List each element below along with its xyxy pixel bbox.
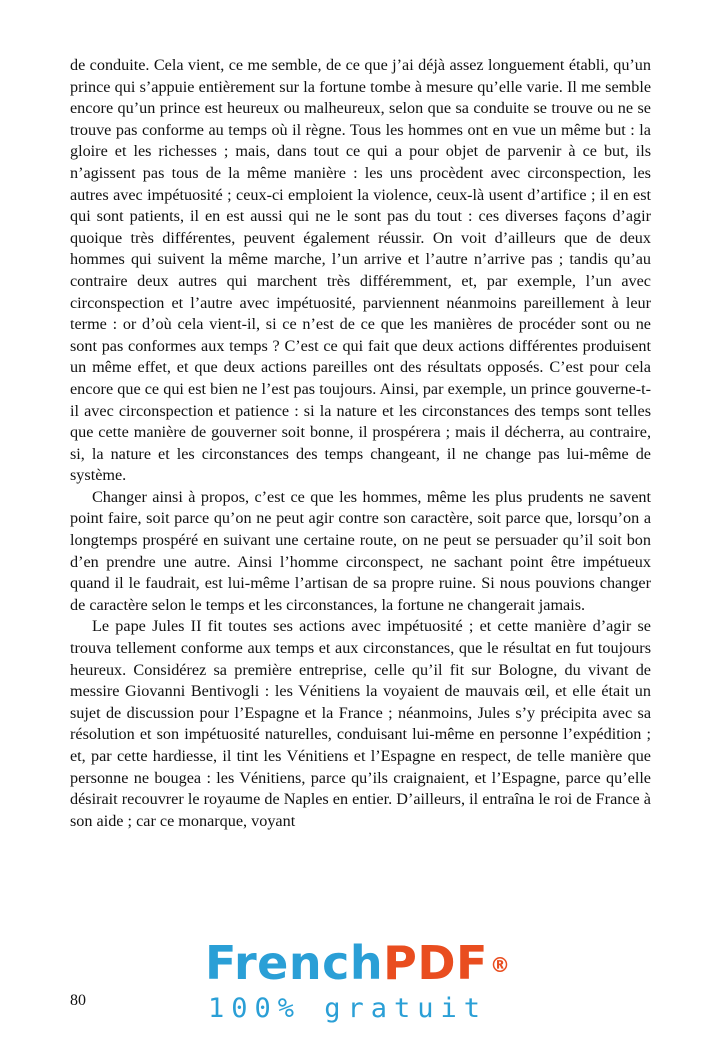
logo-brand-part2: PDF [383,936,488,990]
logo-tagline: 100% gratuit [208,993,488,1024]
logo-brand-part1: French [205,936,384,990]
page-number: 80 [70,992,86,1009]
body-text [70,55,651,832]
registered-mark-icon: ® [489,953,511,977]
logo-wordmark [205,935,510,991]
paragraph-2: Changer ainsi à propos, c’est ce que les hommes, même les plus prudents ne savent point faire, soit parce qu’on ne peut agir contre son caractère, soit parce que, lorsqu’on a longtemps prospéré en suivant une certaine route, on ne peut se persuader qu’il soit bon d’en prendre une autre. Ainsi l’homme circonspect, ne sachant point être impétueux quand il le faudrait, est lui-même l’artisan de sa propre ruine. Si nous pouvions changer de caractère selon le temps et les circonstances, la fortune ne changerait jamais. [70,487,651,614]
frenchpdf-watermark-logo [205,935,525,1035]
paragraph-3: Le pape Jules II fit toutes ses actions avec impétuosité ; et cette manière d’agir se trouva tellement conforme aux temps et aux circonstances, que le résultat en fut toujours heureux. Considérez sa première entreprise, celle qu’il fit sur Bologne, du vivant de messire Giovanni Bentivogli : les Vénitiens la voyaient de mauvais œil, et elle était un sujet de discussion pour l’Espagne et la France ; néanmoins, Jules s’y précipita avec sa résolution et son impétuosité naturelles, conduisant lui-même en personne l’expédition ; et, par cette hardiesse, il tint les Vénitiens et l’Espagne en respect, de telle manière que personne ne bougea : les Vénitiens, parce qu’ils craignaient, et l’Espagne, parce qu’elle désirait recouvrer le royaume de Naples en entier. D’ailleurs, il entraîna le roi de France à son aide ; car ce monarque, voyant [70,617,651,830]
paragraph-1: de conduite. Cela vient, ce me semble, de ce que j’ai déjà assez longuement établi, qu’un prince qui s’appuie entièrement sur la fortune tombe à mesure qu’elle varie. Il me semble encore qu’un prince est heureux ou malheureux, selon que sa conduite se trouve ou ne se trouve pas conforme au temps où il règne. Tous les hommes ont en vue un même but : la gloire et les richesses ; mais, dans tout ce qui a pour objet de parvenir à ce but, ils n’agissent pas tous de la même manière : les uns procèdent avec circonspection, les autres avec impétuosité ; ceux-ci emploient la violence, ceux-là usent d’artifice ; il en est qui sont patients, il en est aussi qui ne le sont pas du tout : ces diverses façons d’agir quoique très différentes, peuvent également réussir. On voit d’ailleurs que de deux hommes qui suivent la même marche, l’un arrive et l’autre n’arrive pas ; tandis qu’au contraire deux autres qui marchent très différemment, et, par exemple, l’un avec circonspection et l’autre avec impétuosité, parviennent néanmoins pareillement à leur terme : or d’où cela vient-il, si ce n’est de ce que les manières de procéder sont ou ne sont pas conformes aux temps ? C’est ce qui fait que deux actions différentes produisent un même effet, et que deux actions pareilles ont des résultats opposés. C’est pour cela encore que ce qui est bien ne l’est pas toujours. Ainsi, par exemple, un prince gouverne-t-il avec circonspection et patience : si la nature et les circonstances des temps sont telles que cette manière de gouverner soit bonne, il prospérera ; mais il décherra, au contraire, si, la nature et les circonstances des temps changeant, il ne change pas lui-même de système. [70,56,651,485]
